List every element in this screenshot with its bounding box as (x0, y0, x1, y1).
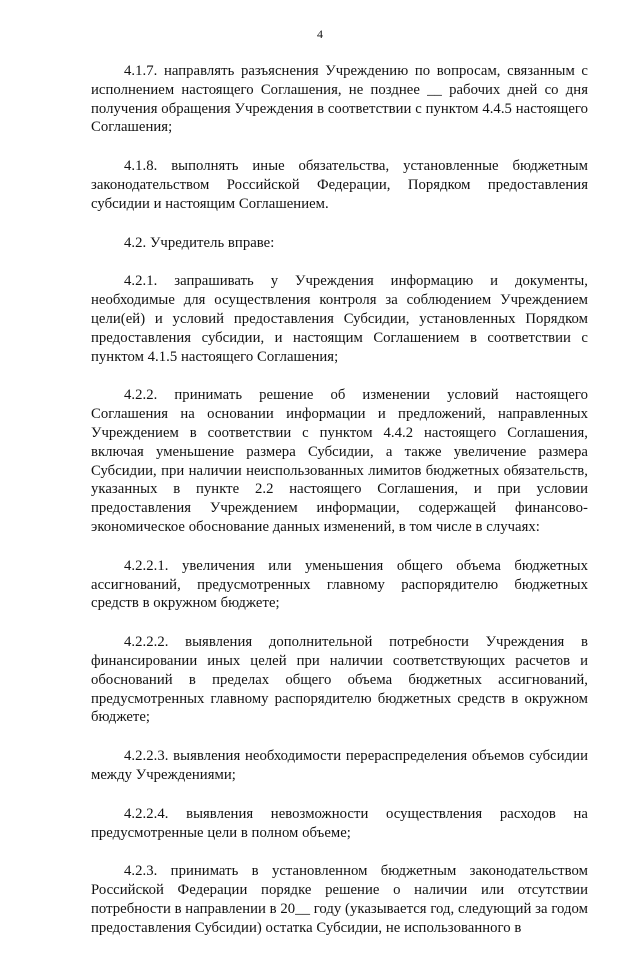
page-number: 4 (317, 27, 323, 41)
document-body (91, 62, 588, 957)
paragraph-4-2-2-2: 4.2.2.2. выявления дополнительной потребности Учреждения в финансировании иных целей при наличии соответствующих расчетов и обоснований в пределах общего объема бюджетных ассигнований, предусмотренных главному распорядителю бюджетных средств в окружном бюджете; (91, 634, 588, 726)
paragraph-4-2-2-1: 4.2.2.1. увеличения или уменьшения общего объема бюджетных ассигнований, предусмотренных главному распорядителю бюджетных средств в окружном бюджете; (91, 557, 588, 612)
paragraph-4-2-2-4: 4.2.2.4. выявления невозможности осуществления расходов на предусмотренные цели в полном объеме; (91, 805, 588, 841)
paragraph-4-2-2: 4.2.2. принимать решение об изменении условий настоящего Соглашения на основании информации и предложений, направленных Учреждением в соответствии с пунктом 4.4.2 настоящего Соглашения, включая уменьшение размера Субсидии, а также увеличение размера Субсидии, при наличии неиспользованных лимитов бюджетных обязательств, указанных в пункте 2.2 настоящего Соглашения, и при условии предоставления Учреждением информации, содержащей финансово-экономическое обоснование данных изменений, в том числе в случаях: (91, 387, 588, 535)
paragraph-4-2-2-3: 4.2.2.3. выявления необходимости перераспределения объемов субсидии между Учреждениями; (91, 748, 588, 783)
paragraph-4-2-1: 4.2.1. запрашивать у Учреждения информацию и документы, необходимые для осуществления контроля за соблюдением Учреждением цели(ей) и условий предоставления Субсидии, установленных Порядком предоставления субсидии, и настоящим Соглашением в соответствии с пунктом 4.1.5 настоящего Соглашения; (91, 273, 588, 365)
paragraph-4-2-3: 4.2.3. принимать в установленном бюджетным законодательством Российской Федерации порядке решение о наличии или отсутствии потребности в направлении в 20__ году (указывается год, следующий за годом предоставления Субсидии) остатка Субсидии, не использованного в (91, 863, 588, 936)
paragraph-4-1-8: 4.1.8. выполнять иные обязательства, установленные бюджетным законодательством Российской Федерации, Порядком предоставления субсидии и настоящим Соглашением. (91, 158, 588, 212)
paragraph-4-2-heading: 4.2. Учредитель вправе: (124, 234, 275, 251)
paragraph-4-1-7: 4.1.7. направлять разъяснения Учреждению по вопросам, связанным с исполнением настоящего Соглашения, не позднее __ рабочих дней со дня получения обращения Учреждения в соответствии с пунктом 4.4.5 настоящего Соглашения; (91, 63, 588, 136)
